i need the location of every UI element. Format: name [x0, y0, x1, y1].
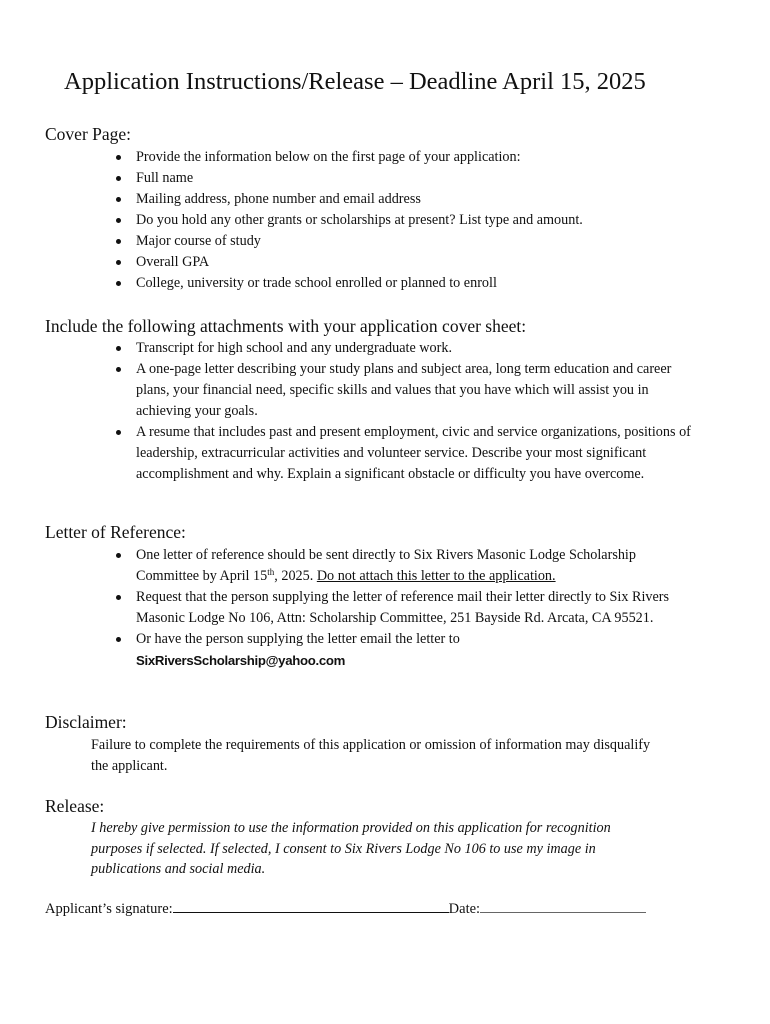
scholarship-email: SixRiversScholarship@yahoo.com [136, 653, 346, 668]
reference-item3-text: Or have the person supplying the letter email the letter to [136, 631, 460, 647]
list-item: College, university or trade school enrolled or planned to enroll [136, 273, 696, 294]
release-heading: Release: [45, 796, 105, 816]
list-item: Overall GPA [136, 252, 696, 273]
reference-heading: Letter of Reference: [45, 522, 186, 542]
disclaimer-text: Failure to complete the requirements of this application or omission of information may disqualify the applicant. [91, 737, 651, 774]
date-field[interactable] [480, 898, 646, 913]
list-item: Request that the person supplying the letter of reference mail their letter directly to Six Rivers Masonic Lodge No 106, Attn: Scholarship Committee, 251 Bayside Rd. Arcata, CA 95521. [136, 587, 696, 629]
signature-line [45, 898, 646, 918]
reference-item1-after: , 2025. [274, 568, 317, 584]
date-label: Date: [448, 901, 481, 917]
cover-page-list [136, 147, 696, 294]
list-item: A one-page letter describing your study plans and subject area, long term education and career plans, your financial need, specific skills and values that you have which will assist you in achieving your goals. [136, 359, 696, 422]
list-item: Provide the information below on the first page of your application: [136, 147, 696, 168]
list-item: Major course of study [136, 231, 696, 252]
ordinal-suffix: th [267, 567, 275, 577]
attachments-list [136, 338, 696, 485]
page-title: Application Instructions/Release – Deadline April 15, 2025 [64, 68, 646, 95]
reference-item1-text: One letter of reference should be sent directly to Six Rivers Masonic Lodge Scholarship Committee by April 15 [136, 547, 636, 584]
list-item: A resume that includes past and present employment, civic and service organizations, positions of leadership, extracurricular activities and volunteer service. Describe your most significant accomplishment and why. Explain a significant obstacle or difficulty you have overcome. [136, 422, 696, 485]
disclaimer-heading: Disclaimer: [45, 712, 127, 732]
signature-field[interactable] [173, 898, 449, 913]
list-item [136, 545, 696, 587]
list-item: Do you hold any other grants or scholarships at present? List type and amount. [136, 210, 696, 231]
release-text: I hereby give permission to use the information provided on this application for recognition purposes if selected. If selected, I consent to Six Rivers Lodge No 106 to use my image in publications and social media. [91, 820, 611, 877]
reference-list [136, 545, 696, 672]
attachments-heading: Include the following attachments with your application cover sheet: [45, 316, 527, 336]
cover-page-heading: Cover Page: [45, 124, 132, 144]
list-item: Mailing address, phone number and email address [136, 189, 696, 210]
do-not-attach-note: Do not attach this letter to the application. [316, 568, 556, 584]
signature-label: Applicant’s signature: [45, 901, 173, 917]
list-item: Transcript for high school and any undergraduate work. [136, 338, 696, 359]
list-item [136, 629, 696, 672]
list-item: Full name [136, 168, 696, 189]
